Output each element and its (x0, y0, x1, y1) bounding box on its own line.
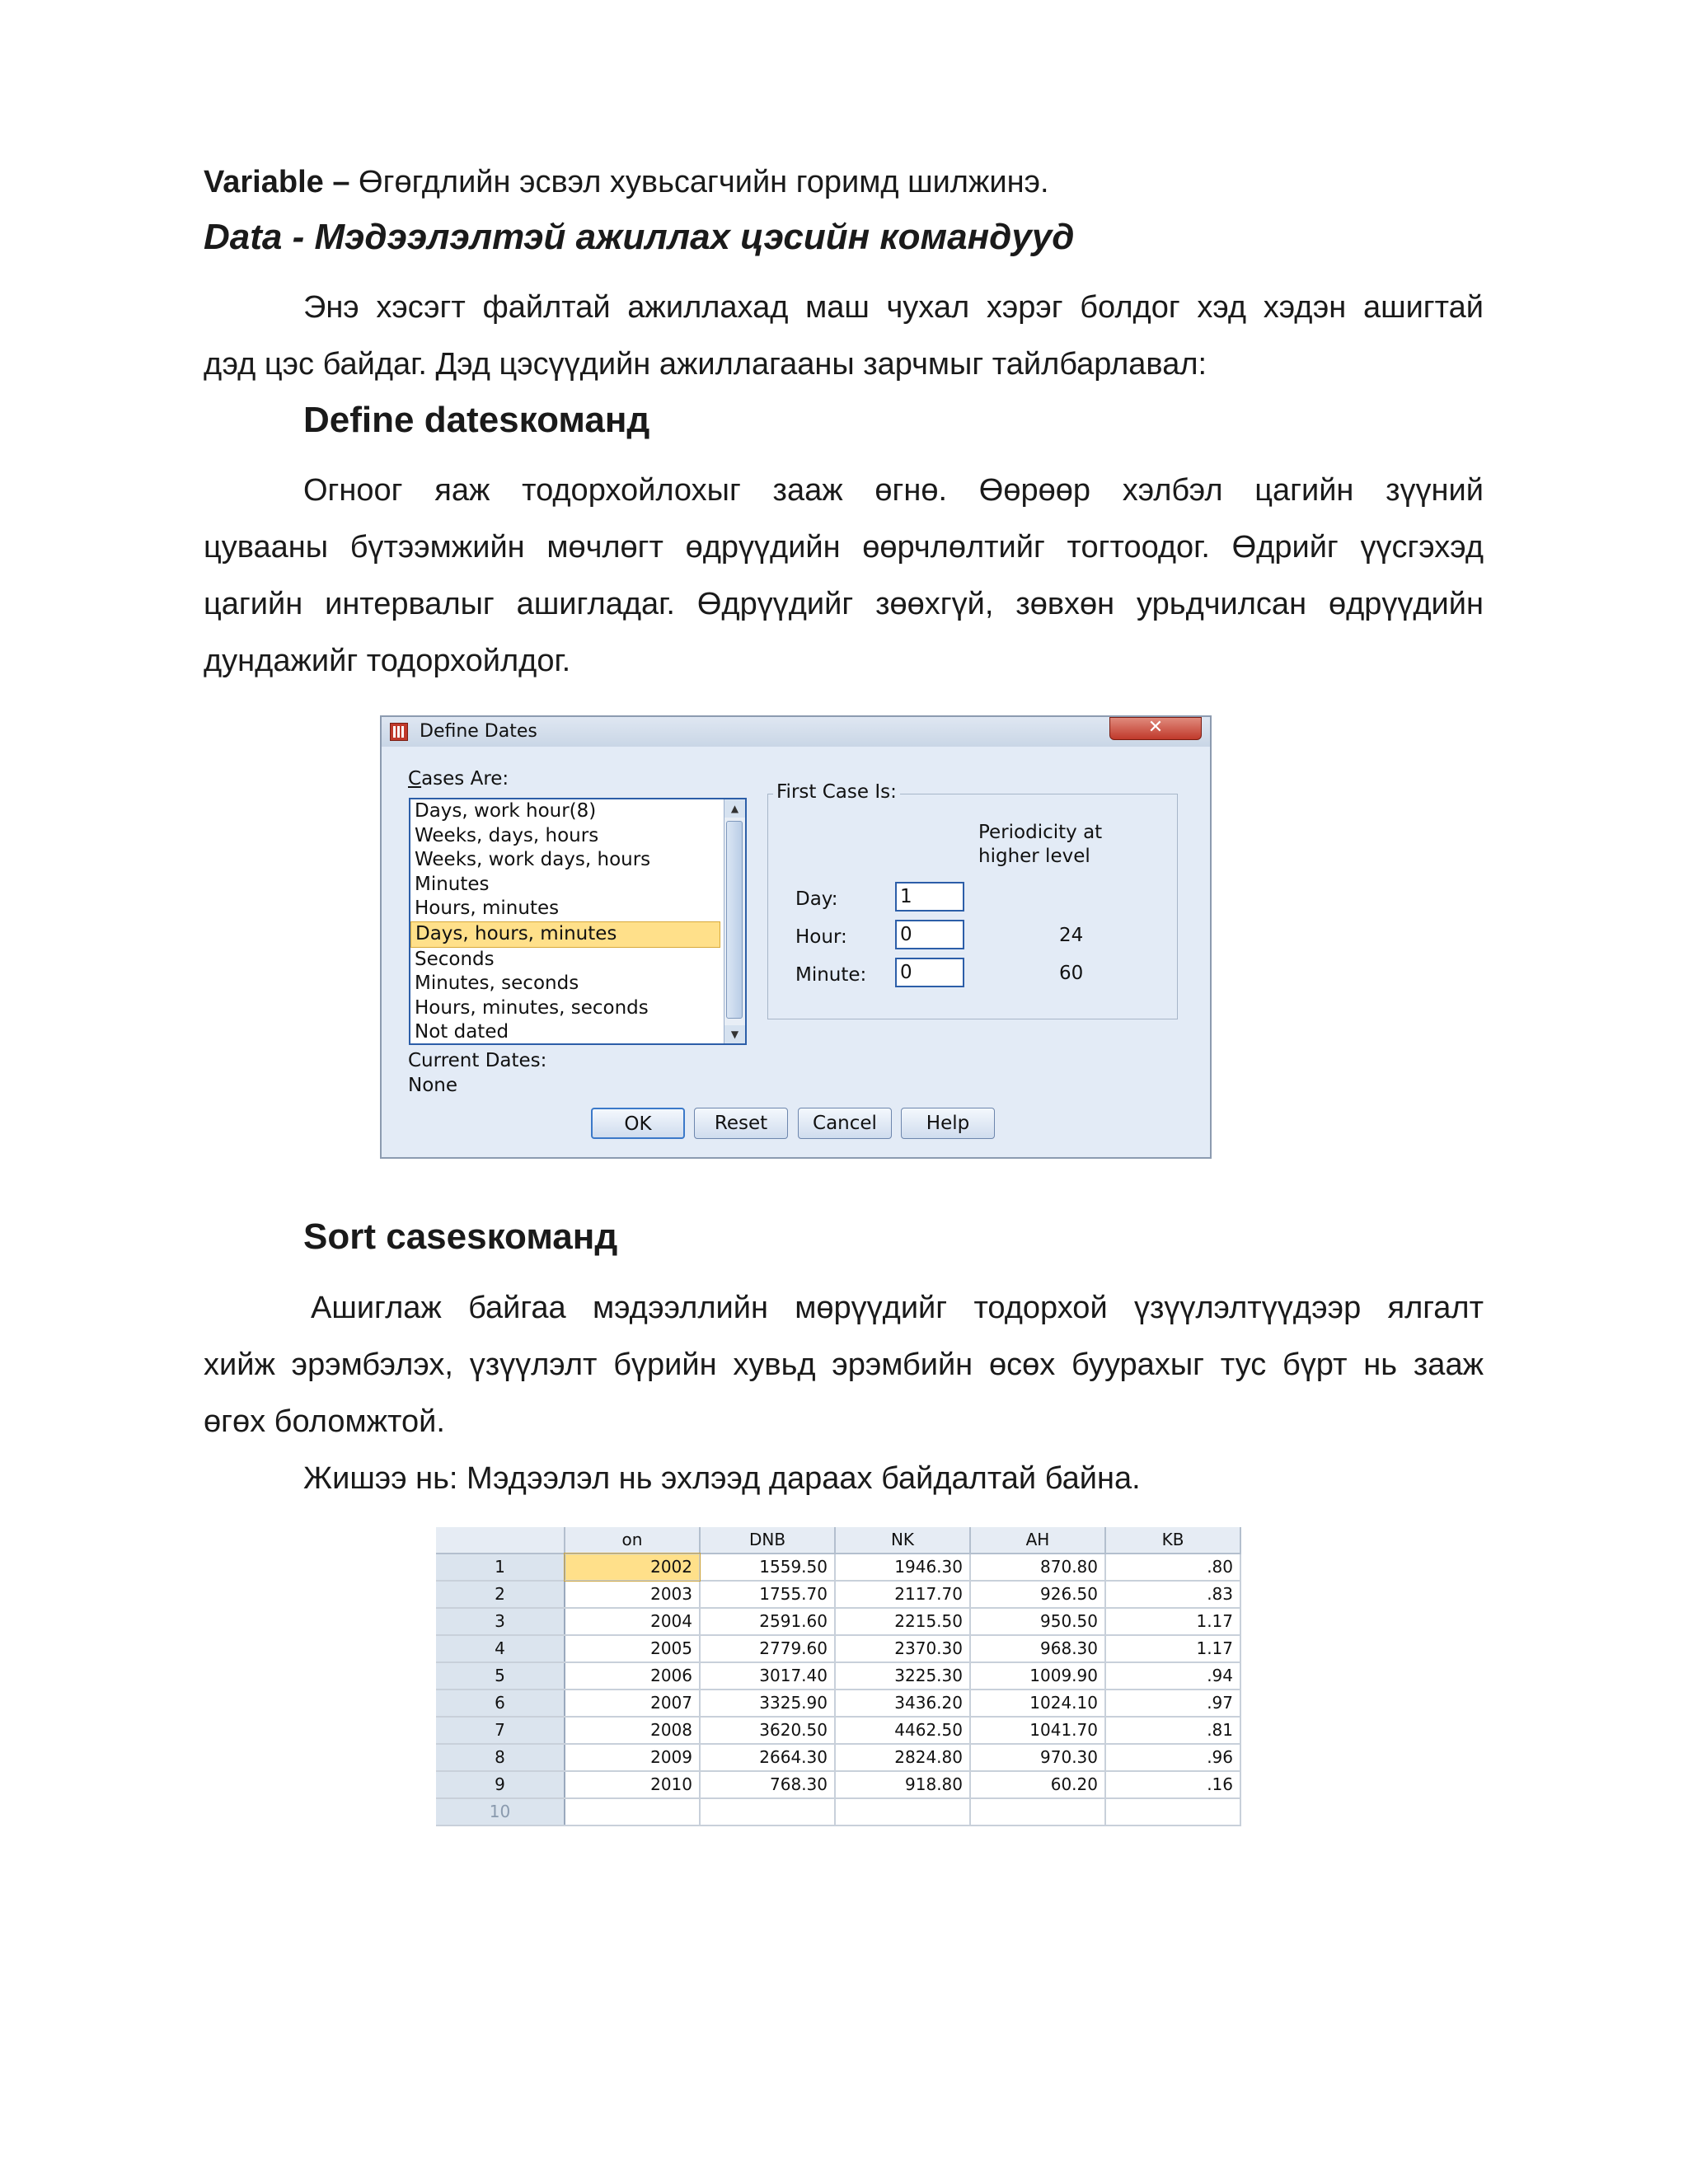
data-cell[interactable]: 3225.30 (835, 1662, 970, 1690)
variable-term: Variable – (204, 165, 350, 199)
spss-grid-icon (390, 723, 408, 741)
minute-input[interactable]: 0 (895, 958, 964, 987)
grid-corner (436, 1527, 565, 1554)
case-option[interactable]: Weeks, work days, hours (415, 849, 651, 871)
column-header[interactable]: DNB (700, 1527, 835, 1554)
scroll-down-icon[interactable]: ▼ (724, 1025, 745, 1043)
row-number[interactable]: 2 (436, 1581, 565, 1608)
case-option[interactable]: Not dated (415, 1021, 509, 1043)
listbox-scrollbar[interactable] (724, 799, 745, 1043)
data-cell[interactable]: 926.50 (970, 1581, 1105, 1608)
sort-cases-heading: Sort casesкоманд (303, 1216, 618, 1257)
case-option[interactable]: Seconds (415, 948, 495, 970)
scroll-thumb[interactable] (726, 821, 743, 1019)
variable-description: Өгөгдлийн эсвэл хувьсагчийн горимд шилжинэ. (349, 165, 1049, 199)
current-dates-label: Current Dates: (408, 1050, 547, 1071)
data-cell[interactable]: 1024.10 (970, 1690, 1105, 1717)
data-cell[interactable]: 2009 (565, 1744, 700, 1771)
table-row (436, 1662, 1240, 1690)
data-cell[interactable]: 970.30 (970, 1744, 1105, 1771)
column-header[interactable]: AH (970, 1527, 1105, 1554)
row-number[interactable]: 1 (436, 1554, 565, 1581)
sort-cases-paragraph (204, 1280, 1484, 1451)
case-option[interactable]: Hours, minutes, seconds (415, 996, 649, 1019)
data-paragraph-line-1: Энэ хэсэгт файлтай ажиллахад маш чухал хэрэг болдог хэд хэдэн ашигтай (303, 290, 1484, 325)
data-cell[interactable]: 3620.50 (700, 1717, 835, 1744)
data-paragraph-line-2: дэд цэс байдаг. Дэд цэсүүдийн ажиллагааны зарчмыг тайлбарлавал: (204, 347, 1207, 382)
data-cell[interactable]: 4462.50 (835, 1717, 970, 1744)
table-row (436, 1635, 1240, 1662)
cancel-button[interactable]: Cancel (798, 1108, 892, 1139)
data-cell[interactable]: 1.17 (1105, 1608, 1240, 1635)
sort-cases-line-2: хийж эрэмбэлэх, үзүүлэлт бүрийн хувьд эрэмбийн өсөх буурахыг тус бүрт нь зааж (204, 1347, 1484, 1382)
data-cell[interactable]: 2008 (565, 1717, 700, 1744)
data-cell[interactable]: 2215.50 (835, 1608, 970, 1635)
hour-input[interactable]: 0 (895, 920, 964, 949)
table-row (436, 1690, 1240, 1717)
define-dates-line-1: Огноог яаж тодорхойлохыг зааж өгнө. Өөрөөр хэлбэл цагийн зүүний (303, 473, 1484, 508)
data-cell[interactable]: .94 (1105, 1662, 1240, 1690)
data-cell[interactable]: 1755.70 (700, 1581, 835, 1608)
table-row (436, 1554, 1240, 1581)
dialog-titlebar (382, 717, 1210, 747)
data-cell[interactable]: 2005 (565, 1635, 700, 1662)
table-row (436, 1771, 1240, 1798)
data-cell[interactable]: 1559.50 (700, 1554, 835, 1581)
row-number[interactable]: 7 (436, 1717, 565, 1744)
case-option[interactable]: Hours, minutes (415, 898, 560, 920)
data-cell[interactable]: 2002 (565, 1554, 700, 1581)
sort-cases-line-3: өгөх боломжтой. (204, 1404, 445, 1439)
periodicity-label-line-1: Periodicity at (978, 822, 1103, 843)
data-cell[interactable]: 870.80 (970, 1554, 1105, 1581)
define-dates-line-2: цувааны бүтээмжийн мөчлөгт өдрүүдийн өөрчлөлтийг тогтоодог. Өдрийг үүсгэхэд (204, 530, 1484, 565)
close-button[interactable]: ✕ (1109, 717, 1202, 740)
dialog-title: Define Dates (420, 721, 537, 742)
data-menu-heading: Data - Мэдээлэлтэй ажиллах цэсийн командууд (204, 217, 1075, 257)
data-cell[interactable]: 2824.80 (835, 1744, 970, 1771)
data-cell[interactable]: .81 (1105, 1717, 1240, 1744)
first-case-label: First Case Is: (773, 781, 900, 803)
minute-label: Minute: (795, 964, 867, 986)
data-cell[interactable]: .83 (1105, 1581, 1240, 1608)
case-option[interactable]: Days, hours, minutes (410, 921, 720, 948)
data-cell[interactable]: 1.17 (1105, 1635, 1240, 1662)
day-label: Day: (795, 888, 838, 910)
define-dates-line-3: цагийн интервалыг ашигладаг. Өдрүүдийг зөөхгүй, зөвхөн урьдчилсан өдрүүдийн (204, 587, 1484, 621)
cases-are-label-rest: ases Are: (421, 768, 509, 790)
data-cell[interactable]: .80 (1105, 1554, 1240, 1581)
sort-cases-line-1: Ашиглаж байгаа мэдээллийн мөрүүдийг тодорхой үзүүлэлтүүдээр ялгалт (311, 1291, 1484, 1325)
data-cell[interactable] (835, 1798, 970, 1825)
row-number[interactable]: 6 (436, 1690, 565, 1717)
ok-button[interactable]: OK (591, 1108, 685, 1139)
reset-button[interactable]: Reset (694, 1108, 788, 1139)
data-cell[interactable] (700, 1798, 835, 1825)
data-cell[interactable]: .16 (1105, 1771, 1240, 1798)
data-cell[interactable]: 2007 (565, 1690, 700, 1717)
row-number[interactable]: 8 (436, 1744, 565, 1771)
data-cell[interactable]: 3017.40 (700, 1662, 835, 1690)
data-cell[interactable]: 2370.30 (835, 1635, 970, 1662)
case-option[interactable]: Minutes (415, 873, 490, 895)
define-dates-paragraph (204, 462, 1484, 690)
case-option[interactable]: Weeks, days, hours (415, 824, 599, 846)
table-row (436, 1581, 1240, 1608)
data-cell[interactable]: 968.30 (970, 1635, 1105, 1662)
data-cell[interactable]: 1009.90 (970, 1662, 1105, 1690)
data-cell[interactable]: 768.30 (700, 1771, 835, 1798)
grid-body (436, 1554, 1240, 1825)
column-header[interactable]: on (565, 1527, 700, 1554)
data-cell[interactable] (970, 1798, 1105, 1825)
day-input[interactable]: 1 (895, 882, 964, 912)
example-line: Жишээ нь: Мэдээлэл нь эхлээд дараах байдалтай байна. (303, 1461, 1141, 1496)
data-cell[interactable]: 2664.30 (700, 1744, 835, 1771)
data-cell[interactable]: 1041.70 (970, 1717, 1105, 1744)
define-dates-dialog (380, 715, 1212, 1159)
variable-line (204, 154, 1484, 211)
data-cell[interactable]: 2006 (565, 1662, 700, 1690)
data-cell[interactable]: .97 (1105, 1690, 1240, 1717)
case-option[interactable]: Days, work hour(8) (415, 800, 597, 822)
data-cell[interactable]: 2117.70 (835, 1581, 970, 1608)
data-cell[interactable]: 2003 (565, 1581, 700, 1608)
define-dates-heading: Define datesкоманд (303, 400, 650, 440)
scroll-up-icon[interactable]: ▲ (724, 799, 745, 818)
define-dates-line-4: дундажийг тодорхойлдог. (204, 644, 571, 678)
data-cell[interactable]: 2779.60 (700, 1635, 835, 1662)
table-row (436, 1744, 1240, 1771)
case-option[interactable]: Minutes, seconds (415, 972, 579, 995)
data-cell[interactable]: 2004 (565, 1608, 700, 1635)
table-row (436, 1798, 1240, 1825)
grid-header-row (436, 1527, 1240, 1554)
data-cell[interactable]: 1946.30 (835, 1554, 970, 1581)
data-cell[interactable] (1105, 1798, 1240, 1825)
data-cell[interactable]: 3436.20 (835, 1690, 970, 1717)
data-cell[interactable]: 3325.90 (700, 1690, 835, 1717)
data-grid (436, 1527, 1241, 1826)
column-header[interactable]: NK (835, 1527, 970, 1554)
data-cell[interactable]: 950.50 (970, 1608, 1105, 1635)
data-cell[interactable]: .96 (1105, 1744, 1240, 1771)
row-number[interactable]: 5 (436, 1662, 565, 1690)
table-row (436, 1717, 1240, 1744)
data-cell[interactable]: 918.80 (835, 1771, 970, 1798)
row-number[interactable]: 10 (436, 1798, 565, 1825)
cases-are-label: Cases Are: (408, 768, 509, 790)
cases-list (410, 799, 745, 1045)
periodicity-label-line-2: higher level (978, 846, 1090, 867)
current-dates-value: None (408, 1075, 458, 1096)
data-cell[interactable]: 60.20 (970, 1771, 1105, 1798)
column-header[interactable]: KB (1105, 1527, 1240, 1554)
row-number[interactable]: 9 (436, 1771, 565, 1798)
data-paragraph (204, 279, 1484, 393)
help-button[interactable]: Help (901, 1108, 995, 1139)
row-number[interactable]: 4 (436, 1635, 565, 1662)
row-number[interactable]: 3 (436, 1608, 565, 1635)
periodicity-header (978, 821, 1102, 869)
data-cell[interactable]: 2010 (565, 1771, 700, 1798)
hour-label: Hour: (795, 926, 847, 948)
minute-periodicity: 60 (1059, 963, 1084, 984)
data-cell[interactable]: 2591.60 (700, 1608, 835, 1635)
hour-periodicity: 24 (1059, 925, 1084, 946)
table-row (436, 1608, 1240, 1635)
cases-listbox[interactable] (409, 798, 747, 1045)
data-cell[interactable] (565, 1798, 700, 1825)
